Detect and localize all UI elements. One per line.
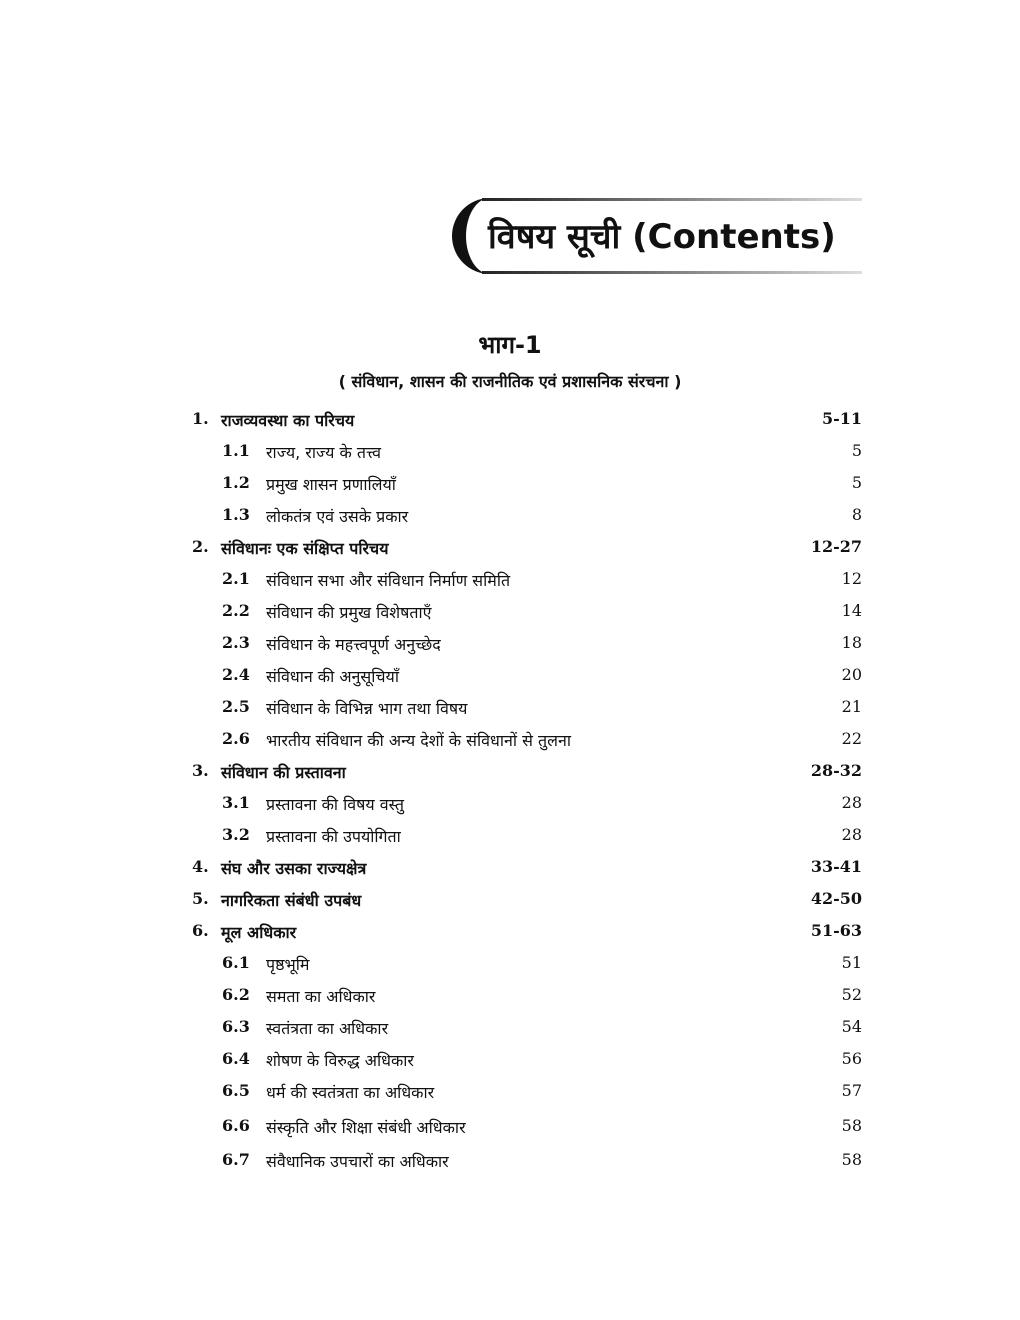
divider [482, 271, 862, 274]
entry-title: प्रमुख शासन प्रणालियाँ [266, 475, 396, 494]
entry-page: 28 [841, 825, 862, 844]
entry-page: 12-27 [810, 537, 862, 556]
entry-number: 2.4 [222, 665, 250, 684]
toc-entry[interactable] [192, 601, 862, 629]
toc-entry[interactable] [192, 569, 862, 597]
entry-title: लोकतंत्र एवं उसके प्रकार [266, 507, 409, 526]
page-title: विषय सूची (Contents) [488, 217, 836, 257]
toc-entry[interactable] [192, 665, 862, 693]
entry-page: 5 [851, 441, 862, 460]
divider [482, 198, 862, 201]
entry-title: संघ और उसका राज्यक्षेत्र [221, 859, 367, 878]
toc-entry[interactable] [192, 473, 862, 501]
part-subtitle: ( संविधान, शासन की राजनीतिक एवं प्रशासनिक संरचना ) [338, 372, 682, 391]
entry-title: संविधान सभा और संविधान निर्माण समिति [266, 571, 511, 590]
toc-entry[interactable] [192, 505, 862, 533]
entry-title: स्वतंत्रता का अधिकार [266, 1019, 389, 1038]
entry-number: 5. [192, 889, 209, 908]
toc-entry[interactable] [192, 1150, 862, 1178]
entry-page: 57 [841, 1081, 862, 1100]
entry-number: 2.5 [222, 697, 250, 716]
entry-number: 2.6 [222, 729, 250, 748]
entry-title: संविधान की प्रस्तावना [221, 763, 346, 782]
entry-title: संविधान की अनुसूचियाँ [266, 667, 399, 686]
toc-entry[interactable] [192, 409, 862, 437]
entry-number: 6.2 [222, 985, 250, 1004]
entry-number: 3. [192, 761, 209, 780]
entry-number: 6.3 [222, 1017, 250, 1036]
contents-banner [452, 198, 862, 274]
entry-title: राजव्यवस्था का परिचय [221, 411, 355, 430]
entry-title: संविधान के महत्त्वपूर्ण अनुच्छेद [266, 635, 441, 654]
entry-number: 2.1 [222, 569, 250, 588]
entry-number: 6.6 [222, 1116, 250, 1135]
entry-title: संस्कृति और शिक्षा संबंधी अधिकार [266, 1118, 466, 1137]
entry-title: संविधानः एक संक्षिप्त परिचय [221, 539, 389, 558]
entry-page: 14 [841, 601, 862, 620]
toc-entry[interactable] [192, 985, 862, 1013]
entry-page: 54 [841, 1017, 862, 1036]
toc-entry[interactable] [192, 1116, 862, 1144]
entry-page: 42-50 [810, 889, 862, 908]
toc-entry[interactable] [192, 537, 862, 565]
entry-page: 22 [841, 729, 862, 748]
entry-page: 28-32 [810, 761, 862, 780]
entry-number: 4. [192, 857, 209, 876]
entry-page: 5-11 [821, 409, 862, 428]
entry-number: 6.4 [222, 1049, 250, 1068]
entry-title: मूल अधिकार [221, 923, 297, 942]
toc-entry[interactable] [192, 889, 862, 917]
entry-number: 2.3 [222, 633, 250, 652]
entry-page: 56 [841, 1049, 862, 1068]
entry-number: 1.2 [222, 473, 250, 492]
toc-entry[interactable] [192, 857, 862, 885]
entry-page: 33-41 [810, 857, 862, 876]
entry-page: 12 [841, 569, 862, 588]
entry-title: प्रस्तावना की उपयोगिता [266, 827, 401, 846]
toc-entry[interactable] [192, 633, 862, 661]
entry-page: 28 [841, 793, 862, 812]
entry-title: समता का अधिकार [266, 987, 376, 1006]
entry-page: 58 [841, 1150, 862, 1169]
entry-number: 6.7 [222, 1150, 250, 1169]
toc-entry[interactable] [192, 697, 862, 725]
toc-entry[interactable] [192, 793, 862, 821]
entry-page: 51 [841, 953, 862, 972]
entry-title: नागरिकता संबंधी उपबंध [221, 891, 362, 910]
entry-number: 1.1 [222, 441, 250, 460]
entry-number: 2.2 [222, 601, 250, 620]
toc-entry[interactable] [192, 953, 862, 981]
toc-entry[interactable] [192, 761, 862, 789]
entry-page: 18 [841, 633, 862, 652]
toc-entry[interactable] [192, 921, 862, 949]
entry-number: 6.5 [222, 1081, 250, 1100]
toc-entry[interactable] [192, 441, 862, 469]
entry-page: 5 [851, 473, 862, 492]
entry-number: 1.3 [222, 505, 250, 524]
part-title: भाग-1 [478, 331, 542, 359]
entry-title: शोषण के विरुद्ध अधिकार [266, 1051, 414, 1070]
entry-page: 58 [841, 1116, 862, 1135]
entry-page: 52 [841, 985, 862, 1004]
entry-page: 8 [851, 505, 862, 524]
entry-title: राज्य, राज्य के तत्त्व [266, 443, 382, 462]
entry-number: 3.1 [222, 793, 250, 812]
entry-title: प्रस्तावना की विषय वस्तु [266, 795, 405, 814]
toc-entry[interactable] [192, 825, 862, 853]
toc-entry[interactable] [192, 1081, 862, 1109]
entry-title: संविधान की प्रमुख विशेषताएँ [266, 603, 432, 622]
toc-entry[interactable] [192, 1017, 862, 1045]
entry-page: 21 [841, 697, 862, 716]
entry-number: 2. [192, 537, 209, 556]
entry-page: 51-63 [810, 921, 862, 940]
toc-entry[interactable] [192, 1049, 862, 1077]
entry-title: पृष्ठभूमि [266, 955, 310, 974]
toc-entry[interactable] [192, 729, 862, 757]
entry-page: 20 [841, 665, 862, 684]
entry-number: 1. [192, 409, 209, 428]
entry-title: संविधान के विभिन्न भाग तथा विषय [266, 699, 468, 718]
entry-title: धर्म की स्वतंत्रता का अधिकार [266, 1083, 435, 1102]
entry-number: 6.1 [222, 953, 250, 972]
entry-number: 6. [192, 921, 209, 940]
entry-title: भारतीय संविधान की अन्य देशों के संविधानों से तुलना [266, 731, 572, 750]
entry-number: 3.2 [222, 825, 250, 844]
entry-title: संवैधानिक उपचारों का अधिकार [266, 1152, 449, 1171]
